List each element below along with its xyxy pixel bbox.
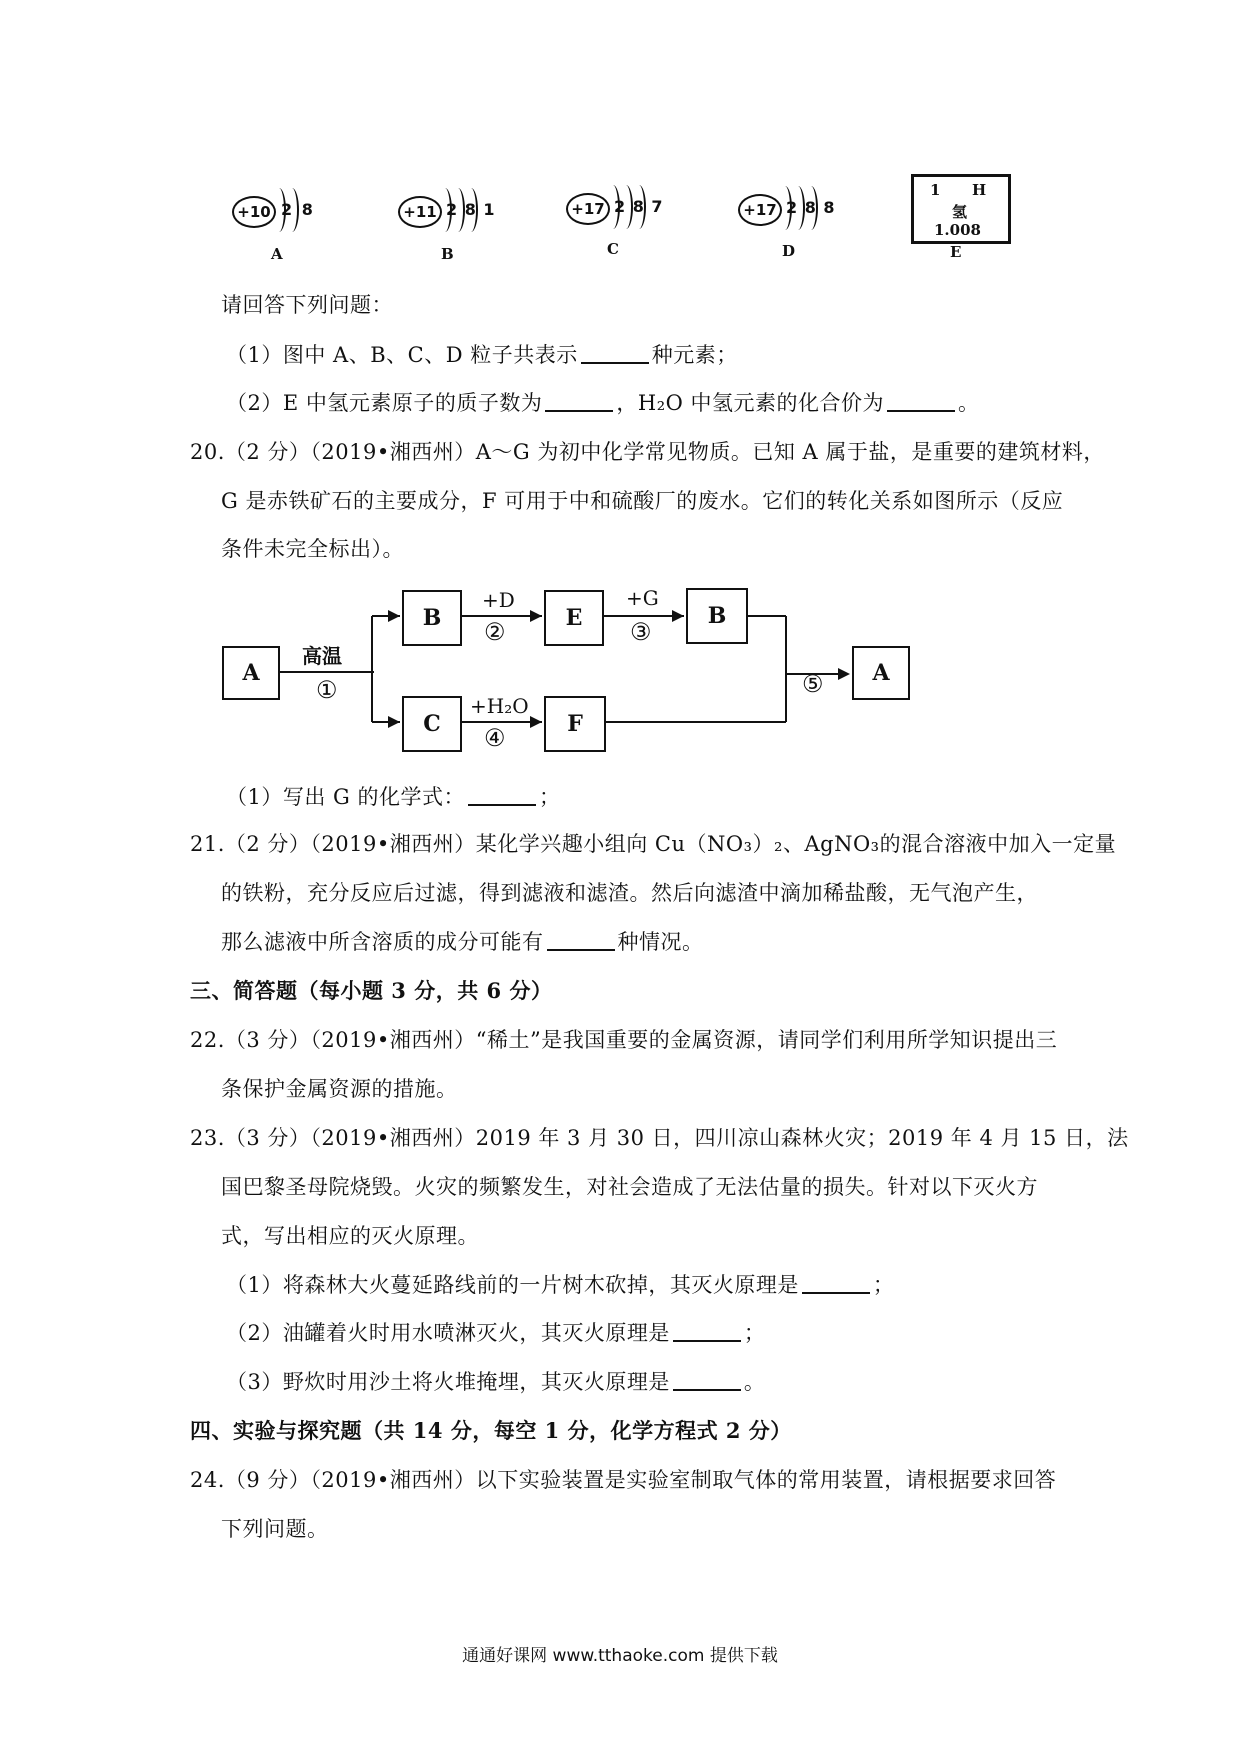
label-high-temperature: 高温 xyxy=(302,644,342,668)
atom-label: A xyxy=(271,245,283,263)
label-step-2: ② xyxy=(484,618,506,646)
q23-line3: 式，写出相应的灭火原理。 xyxy=(221,1224,479,1248)
shell-electrons: 2 8 1 xyxy=(446,200,496,219)
atomic-number: 1 xyxy=(930,181,941,199)
element-cell-label: E xyxy=(950,243,962,261)
element-symbol: H xyxy=(972,181,987,199)
label-plus-d: +D xyxy=(482,588,515,612)
q19-part2-text: （2）E 中氢元素原子的质子数为 xyxy=(226,391,543,415)
atom-nucleus: +17 xyxy=(738,194,782,226)
flow-connectors xyxy=(0,0,1240,760)
q22-line2: 条保护金属资源的措施。 xyxy=(221,1077,458,1101)
box-a-end: A xyxy=(852,646,910,700)
q22-line1: 22.（3 分）（2019•湘西州）“稀土”是我国重要的金属资源，请同学们利用所学知识提出三 xyxy=(190,1028,1058,1052)
q23-part1-text: （1）将森林大火蔓延路线前的一片树木砍掉，其灭火原理是 xyxy=(226,1273,799,1297)
box-c: C xyxy=(402,696,462,752)
q23-part2-tail: ； xyxy=(743,1321,766,1345)
label-step-3: ③ xyxy=(630,618,652,646)
box-b-second: B xyxy=(686,588,748,644)
answer-blank[interactable] xyxy=(673,1369,741,1391)
q24-line2: 下列问题。 xyxy=(221,1517,329,1541)
label-step-4: ④ xyxy=(484,724,506,752)
q23-part3-tail: 。 xyxy=(743,1370,766,1394)
label-step-1: ① xyxy=(316,676,338,704)
section-3-heading: 三、简答题（每小题 3 分，共 6 分） xyxy=(190,978,553,1003)
q19-part1-tail: 种元素； xyxy=(651,343,738,367)
label-plus-water: +H₂O xyxy=(470,694,529,718)
q21-line3-text: 那么滤液中所含溶质的成分可能有 xyxy=(221,930,544,954)
q23-part1-tail: ； xyxy=(872,1273,895,1297)
atom-nucleus: +11 xyxy=(398,196,442,228)
q21-line1: 21.（2 分）（2019•湘西州）某化学兴趣小组向 Cu（NO₃）₂、AgNO₃的混合溶液中加入一定量 xyxy=(190,832,1117,856)
box-e: E xyxy=(544,590,604,646)
box-f: F xyxy=(544,696,606,752)
q20-part1 xyxy=(226,782,561,812)
atom-label: D xyxy=(782,242,796,260)
q19-part2-mid: ，H₂O 中氢元素的化合价为 xyxy=(616,391,884,415)
section-4-heading: 四、实验与探究题（共 14 分，每空 1 分，化学方程式 2 分） xyxy=(190,1418,792,1443)
label-plus-g: +G xyxy=(626,586,659,610)
page-footer: 通通好课网 www.tthaoke.com 提供下载 xyxy=(462,1646,778,1666)
q23-line1: 23.（3 分）（2019•湘西州）2019 年 3 月 30 日，四川凉山森林火灾；2019 年 4 月 15 日，法 xyxy=(190,1126,1129,1150)
q21-line2: 的铁粉，充分反应后过滤，得到滤液和滤渣。然后向滤渣中滴加稀盐酸，无气泡产生， xyxy=(221,881,1038,905)
answer-blank[interactable] xyxy=(547,929,615,951)
shell-electrons: 2 8 xyxy=(281,200,315,219)
q20-part1-tail: ； xyxy=(539,785,561,809)
q20-part1-text: （1）写出 G 的化学式： xyxy=(226,785,465,809)
atom-nucleus: +17 xyxy=(566,193,610,225)
atom-label: C xyxy=(607,240,619,258)
atomic-mass: 1.008 xyxy=(934,221,981,239)
label-step-5: ⑤ xyxy=(802,670,824,698)
q21-line3-tail: 种情况。 xyxy=(617,930,704,954)
q23-part3-text: （3）野炊时用沙土将火堆掩埋，其灭火原理是 xyxy=(226,1370,670,1394)
q24-line1: 24.（9 分）（2019•湘西州）以下实验装置是实验室制取气体的常用装置，请根据要求回答 xyxy=(190,1468,1057,1492)
atom-nucleus: +10 xyxy=(232,196,276,228)
q19-intro: 请回答下列问题： xyxy=(221,293,393,317)
q23-part3 xyxy=(226,1367,765,1397)
box-a-start: A xyxy=(222,646,280,700)
q23-line2: 国巴黎圣母院烧毁。火灾的频繁发生，对社会造成了无法估量的损失。针对以下灭火方 xyxy=(221,1175,1038,1199)
shell-electrons: 2 8 8 xyxy=(786,198,836,217)
shell-electrons: 2 8 7 xyxy=(614,197,664,216)
q21-line3 xyxy=(221,927,704,957)
answer-blank[interactable] xyxy=(468,784,536,806)
box-b: B xyxy=(402,590,462,646)
answer-blank[interactable] xyxy=(802,1272,870,1294)
q23-part2-text: （2）油罐着火时用水喷淋灭火，其灭火原理是 xyxy=(226,1321,670,1345)
q19-part1-text: （1）图中 A、B、C、D 粒子共表示 xyxy=(226,343,578,367)
q20-line2: G 是赤铁矿石的主要成分，F 可用于中和硫酸厂的废水。它们的转化关系如图所示（反应 xyxy=(221,489,1064,513)
q23-part2 xyxy=(226,1318,765,1348)
atom-label: B xyxy=(441,245,454,263)
q20-line3: 条件未完全标出）。 xyxy=(221,537,404,561)
q19-part2-tail: 。 xyxy=(958,391,980,415)
answer-blank[interactable] xyxy=(673,1320,741,1342)
q20-line1: 20.（2 分）（2019•湘西州）A～G 为初中化学常见物质。已知 A 属于盐，是重要的建筑材料， xyxy=(190,440,1105,464)
element-name: 氢 xyxy=(952,203,968,221)
q23-part1 xyxy=(226,1270,894,1300)
